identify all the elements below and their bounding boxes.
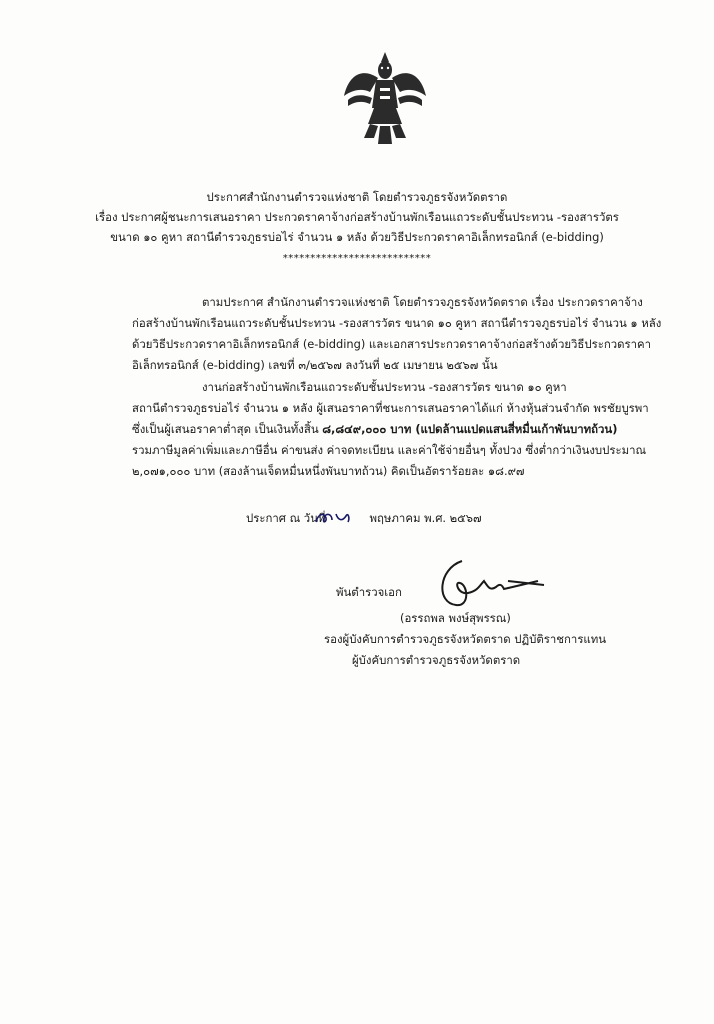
separator-stars: *************************** [282,253,432,264]
paragraph-2-line-2: สถานีตำรวจภูธรบ่อไร่ จำนวน ๑ หลัง ผู้เสนอราคาที่ชนะการเสนอราคาได้แก่ ห้างหุ้นส่วนจำกัด พรชัยบูรพา [132,401,649,415]
date-suffix: พฤษภาคม พ.ศ. ๒๕๖๗ [369,511,482,525]
paragraph-2-line-1: งานก่อสร้างบ้านพักเรือนแถวระดับชั้นประทวน -รองสารวัตร ขนาด ๑๐ คูหา [202,380,567,394]
signer-name: (อรรถพล พงษ์สุพรรณ) [400,611,511,625]
subject-line-continued: ขนาด ๑๐ คูหา สถานีตำรวจภูธรบ่อไร่ จำนวน ๑ หลัง ด้วยวิธีประกวดราคาอิเล็กทรอนิกส์ (e-bidding) [110,230,604,244]
paragraph-1-line-4: อิเล็กทรอนิกส์ (e-bidding) เลขที่ ๓/๒๕๖๗ ลงวันที่ ๒๕ เมษายน ๒๕๖๗ นั้น [132,358,498,372]
paragraph-2-line-5: ๒,๐๗๑,๐๐๐ บาท (สองล้านเจ็ดหมื่นหนึ่งพันบาทถ้วน) คิดเป็นอัตราร้อยละ ๑๘.๙๗ [132,464,525,478]
winning-bid-lead: ซึ่งเป็นผู้เสนอราคาต่ำสุด เป็นเงินทั้งสิ้น [132,422,323,436]
garuda-emblem [340,48,430,148]
paragraph-2-line-3 [132,422,617,437]
date-prefix: ประกาศ ณ วันที่ [246,511,326,525]
paragraph-1-line-2: ก่อสร้างบ้านพักเรือนแถวระดับชั้นประทวน -รองสารวัตร ขนาด ๑๐ คูหา สถานีตำรวจภูธรบ่อไร่ จำนวน ๑ หลัง [132,316,662,330]
announcement-heading: ประกาศสำนักงานตำรวจแห่งชาติ โดยตำรวจภูธรจังหวัดตราด [206,190,508,204]
subject-line: เรื่อง ประกาศผู้ชนะการเสนอราคา ประกวดราคาจ้างก่อสร้างบ้านพักเรือนแถวระดับชั้นประทวน -รองสารวัตร [95,210,619,224]
announcement-date [246,511,482,526]
handwritten-signature [418,555,558,615]
paragraph-2-line-4: รวมภาษีมูลค่าเพิ่มและภาษีอื่น ค่าขนส่ง ค่าจดทะเบียน และค่าใช้จ่ายอื่นๆ ทั้งปวง ซึ่งต่ำกว่าเงินงบประมาณ [132,443,647,457]
signer-title-line-1: รองผู้บังคับการตำรวจภูธรจังหวัดตราด ปฏิบัติราชการแทน [324,632,607,646]
paragraph-1-line-1: ตามประกาศ สำนักงานตำรวจแห่งชาติ โดยตำรวจภูธรจังหวัดตราด เรื่อง ประกวดราคาจ้าง [202,295,643,309]
handwritten-day-mark [312,508,356,528]
winning-bid-amount: ๘,๘๔๙,๐๐๐ บาท (แปดล้านแปดแสนสี่หมื่นเก้าพันบาทถ้วน) [322,422,618,436]
signer-rank: พันตำรวจเอก [336,585,402,599]
signer-title-line-2: ผู้บังคับการตำรวจภูธรจังหวัดตราด [352,653,521,667]
paragraph-1-line-3: ด้วยวิธีประกวดราคาอิเล็กทรอนิกส์ (e-bidding) และเอกสารประกวดราคาจ้างก่อสร้างด้วยวิธีประกวดราคา [132,337,652,351]
